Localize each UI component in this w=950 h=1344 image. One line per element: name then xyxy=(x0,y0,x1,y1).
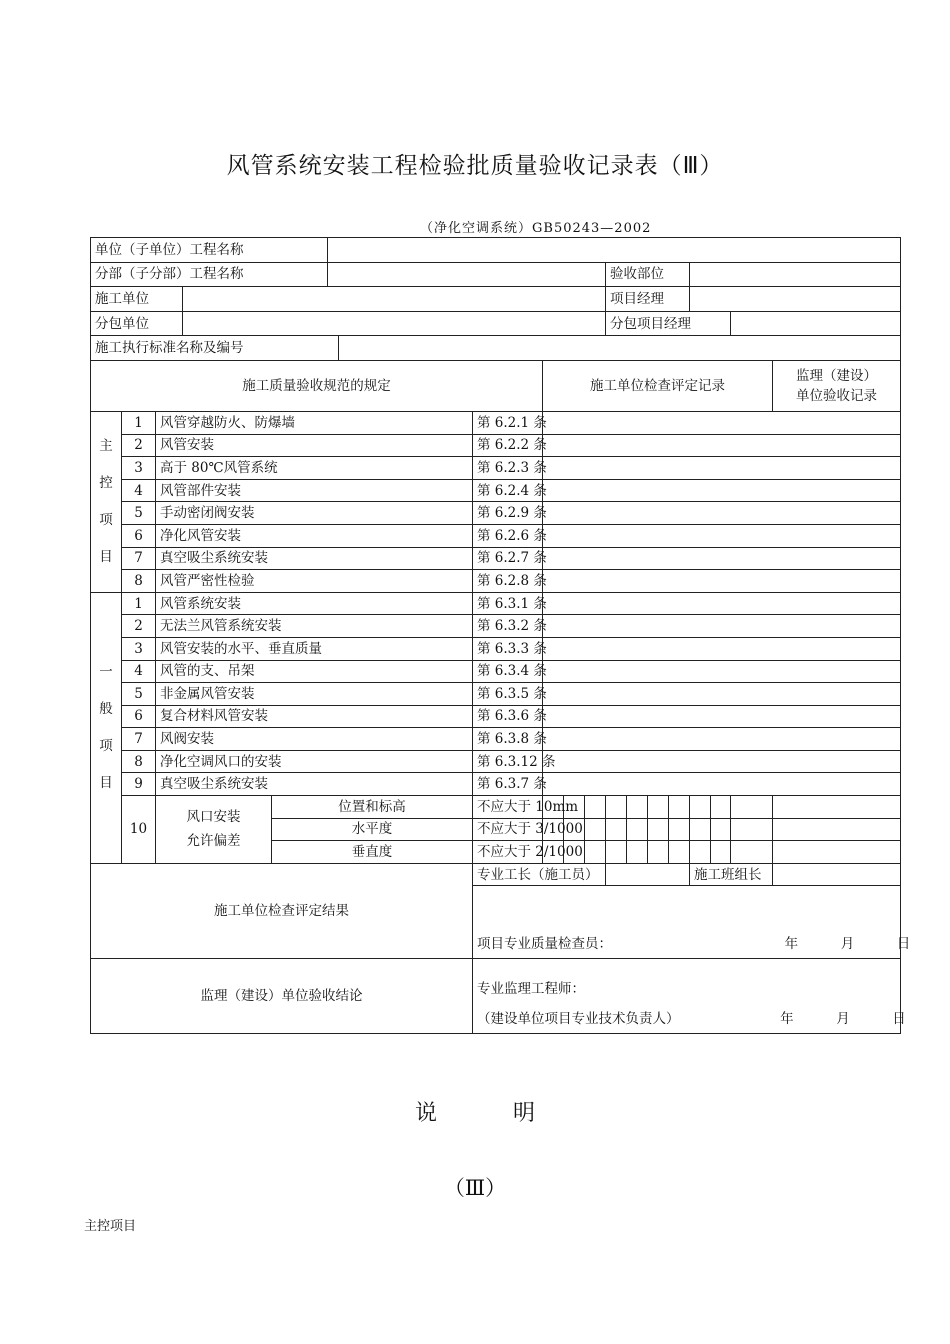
item-name: 高于 80℃风管系统 xyxy=(156,457,473,480)
tolerance-cell[interactable] xyxy=(606,796,627,819)
tolerance-remark[interactable] xyxy=(773,818,901,841)
item-clause: 第 6.2.6 条 xyxy=(473,524,543,547)
tolerance-cell[interactable] xyxy=(711,841,731,864)
item-name: 风管部件安装 xyxy=(156,479,473,502)
subcontractor-field[interactable] xyxy=(183,311,606,336)
team-leader-field[interactable] xyxy=(773,863,901,886)
tolerance-cell[interactable] xyxy=(648,818,669,841)
owner-signature-row xyxy=(473,1005,906,1033)
item-name: 净化空调风口的安装 xyxy=(156,750,473,773)
item-record-field[interactable] xyxy=(543,615,901,638)
tolerance-cell[interactable] xyxy=(690,841,711,864)
supervisor-record-header xyxy=(773,360,901,411)
item-name: 风管穿越防火、防爆墙 xyxy=(156,411,473,434)
item-number: 5 xyxy=(122,683,156,706)
tolerance-cell[interactable] xyxy=(731,796,773,819)
item-number: 7 xyxy=(122,547,156,570)
explanation-roman-number: （Ⅲ） xyxy=(443,1176,507,1200)
item-record-field[interactable] xyxy=(543,570,901,593)
supervisor-header-line2: 单位验收记录 xyxy=(796,387,878,404)
supervisor-header-line1: 监理（建设） xyxy=(796,367,878,384)
item-name: 风管严密性检验 xyxy=(156,570,473,593)
sub-pm-field[interactable] xyxy=(731,311,901,336)
item-record-field[interactable] xyxy=(543,728,901,751)
supervising-engineer-label: 专业监理工程师： xyxy=(477,981,585,998)
builder-field[interactable] xyxy=(183,287,606,312)
tolerance-cell[interactable] xyxy=(585,841,606,864)
tolerance-cell[interactable] xyxy=(690,796,711,819)
item-name: 真空吸尘系统安装 xyxy=(156,547,473,570)
tolerance-cell[interactable] xyxy=(627,841,648,864)
item-record-field[interactable] xyxy=(543,411,901,434)
tolerance-remark[interactable] xyxy=(773,796,901,819)
item-clause: 第 6.3.4 条 xyxy=(473,660,543,683)
item-record-field[interactable] xyxy=(543,773,901,796)
item-record-field[interactable] xyxy=(543,479,901,502)
unit-name-field[interactable] xyxy=(328,238,901,263)
pm-field[interactable] xyxy=(690,287,901,312)
tolerance-cell[interactable] xyxy=(669,841,690,864)
main-control-label: 主 控 项 目 xyxy=(91,411,122,592)
item-clause: 第 6.3.2 条 xyxy=(473,615,543,638)
supervision-conclusion-label: 监理（建设）单位验收结论 xyxy=(91,959,473,1034)
tolerance-cell[interactable] xyxy=(711,796,731,819)
inspect-part-label: 验收部位 xyxy=(606,262,690,287)
item-name: 风管系统安装 xyxy=(156,592,473,615)
item-number: 8 xyxy=(122,570,156,593)
item-record-field[interactable] xyxy=(543,705,901,728)
tolerance-cell[interactable] xyxy=(648,796,669,819)
item-number: 6 xyxy=(122,705,156,728)
month-label: 月 xyxy=(836,1011,850,1028)
item-record-field[interactable] xyxy=(543,683,901,706)
tolerance-cell[interactable] xyxy=(627,818,648,841)
foreman-label: 专业工长（施工员） xyxy=(473,863,606,886)
inspector-label: 项目专业质量检查员： xyxy=(477,936,612,953)
item-clause: 第 6.3.7 条 xyxy=(473,773,543,796)
item-name: 风管安装 xyxy=(156,434,473,457)
item-record-field[interactable] xyxy=(543,637,901,660)
item-number: 3 xyxy=(122,637,156,660)
standard-field[interactable] xyxy=(339,336,901,361)
item-clause: 第 6.3.5 条 xyxy=(473,683,543,706)
subcontractor-label: 分包单位 xyxy=(91,311,183,336)
sub-unit-field[interactable] xyxy=(328,262,606,287)
pm-label: 项目经理 xyxy=(606,287,690,312)
item-clause: 第 6.3.3 条 xyxy=(473,637,543,660)
item-record-field[interactable] xyxy=(543,502,901,525)
tolerance-cell[interactable] xyxy=(627,796,648,819)
item-number: 7 xyxy=(122,728,156,751)
supervision-engineer-row xyxy=(473,959,901,1006)
inspect-part-field[interactable] xyxy=(690,262,901,287)
item-name: 风阀安装 xyxy=(156,728,473,751)
item-name: 非金属风管安装 xyxy=(156,683,473,706)
item-clause: 第 6.2.9 条 xyxy=(473,502,543,525)
day-label: 日 xyxy=(896,936,911,953)
sub-pm-label: 分包项目经理 xyxy=(606,311,731,336)
item-number: 1 xyxy=(122,592,156,615)
item-name: 真空吸尘系统安装 xyxy=(156,773,473,796)
tolerance-label: 水平度 xyxy=(272,818,473,841)
spec-header: 施工质量验收规范的规定 xyxy=(91,360,543,411)
tolerance-remark[interactable] xyxy=(773,841,901,864)
year-label: 年 xyxy=(784,936,799,953)
item-number: 5 xyxy=(122,502,156,525)
item-name: 手动密闭阀安装 xyxy=(156,502,473,525)
tolerance-cell[interactable] xyxy=(585,818,606,841)
tolerance-label: 位置和标高 xyxy=(272,796,473,819)
general-items-label: 一 般 项 目 xyxy=(91,592,122,863)
item-record-field[interactable] xyxy=(543,592,901,615)
item-record-field[interactable] xyxy=(543,660,901,683)
item-number: 10 xyxy=(122,796,156,864)
explanation-title: 说 明 xyxy=(414,1101,536,1126)
item-number: 2 xyxy=(122,615,156,638)
foreman-field[interactable] xyxy=(606,863,690,886)
builder-record-header: 施工单位检查评定记录 xyxy=(543,360,773,411)
item-clause: 第 6.2.7 条 xyxy=(473,547,543,570)
tolerance-cell[interactable] xyxy=(648,841,669,864)
item-name: 风管安装的水平、垂直质量 xyxy=(156,637,473,660)
item10-name: 风口安装 允许偏差 xyxy=(156,796,272,864)
item-record-field[interactable] xyxy=(543,434,901,457)
day-label: 日 xyxy=(892,1011,906,1028)
item-clause: 第 6.3.8 条 xyxy=(473,728,543,751)
item-record-field[interactable] xyxy=(543,547,901,570)
unit-name-label: 单位（子单位）工程名称 xyxy=(91,238,328,263)
builder-result-label: 施工单位检查评定结果 xyxy=(91,863,473,959)
month-label: 月 xyxy=(840,936,855,953)
tolerance-cell[interactable] xyxy=(669,818,690,841)
inspection-record-table xyxy=(90,237,911,1034)
item-name: 无法兰风管系统安装 xyxy=(156,615,473,638)
item-number: 1 xyxy=(122,411,156,434)
tolerance-limit: 不应大于 3/1000 xyxy=(473,818,543,841)
tolerance-cell[interactable] xyxy=(711,818,731,841)
item-name: 复合材料风管安装 xyxy=(156,705,473,728)
explanation-first-heading: 主控项目 xyxy=(84,1219,137,1234)
item-clause: 第 6.2.4 条 xyxy=(473,479,543,502)
item-clause: 第 6.3.6 条 xyxy=(473,705,543,728)
owner-label: （建设单位项目专业技术负责人） xyxy=(477,1011,680,1028)
item-clause: 第 6.2.3 条 xyxy=(473,457,543,480)
item-clause: 第 6.2.2 条 xyxy=(473,434,543,457)
sub-unit-label: 分部（子分部）工程名称 xyxy=(91,262,328,287)
year-label: 年 xyxy=(780,1011,794,1028)
tolerance-cell[interactable] xyxy=(690,818,711,841)
tolerance-label: 垂直度 xyxy=(272,841,473,864)
item-number: 2 xyxy=(122,434,156,457)
team-leader-label: 施工班组长 xyxy=(690,863,773,886)
item-clause: 第 6.3.1 条 xyxy=(473,592,543,615)
item-clause: 第 6.3.12 条 xyxy=(473,750,543,773)
tolerance-limit: 不应大于 10mm xyxy=(473,796,543,819)
tolerance-cell[interactable] xyxy=(731,841,773,864)
tolerance-limit: 不应大于 2/1000 xyxy=(473,841,543,864)
item-number: 3 xyxy=(122,457,156,480)
item-name: 净化风管安装 xyxy=(156,524,473,547)
item-clause: 第 6.2.8 条 xyxy=(473,570,543,593)
tolerance-cell[interactable] xyxy=(606,818,627,841)
item-number: 9 xyxy=(122,773,156,796)
tolerance-cell[interactable] xyxy=(731,818,773,841)
builder-result-field[interactable] xyxy=(473,886,901,931)
item-record-field[interactable] xyxy=(543,524,901,547)
form-subtitle: （净化空调系统）GB50243—2002 xyxy=(420,221,652,236)
item-name: 风管的支、吊架 xyxy=(156,660,473,683)
standard-label: 施工执行标准名称及编号 xyxy=(91,336,339,361)
item-number: 4 xyxy=(122,660,156,683)
item-record-field[interactable] xyxy=(543,750,901,773)
tolerance-cell[interactable] xyxy=(585,796,606,819)
builder-label: 施工单位 xyxy=(91,287,183,312)
inspector-signature-row xyxy=(473,930,911,959)
item-record-field[interactable] xyxy=(543,457,901,480)
item-number: 4 xyxy=(122,479,156,502)
tolerance-cell[interactable] xyxy=(606,841,627,864)
item-number: 8 xyxy=(122,750,156,773)
item-number: 6 xyxy=(122,524,156,547)
item-clause: 第 6.2.1 条 xyxy=(473,411,543,434)
form-title: 风管系统安装工程检验批质量验收记录表（Ⅲ） xyxy=(226,153,724,179)
tolerance-cell[interactable] xyxy=(669,796,690,819)
